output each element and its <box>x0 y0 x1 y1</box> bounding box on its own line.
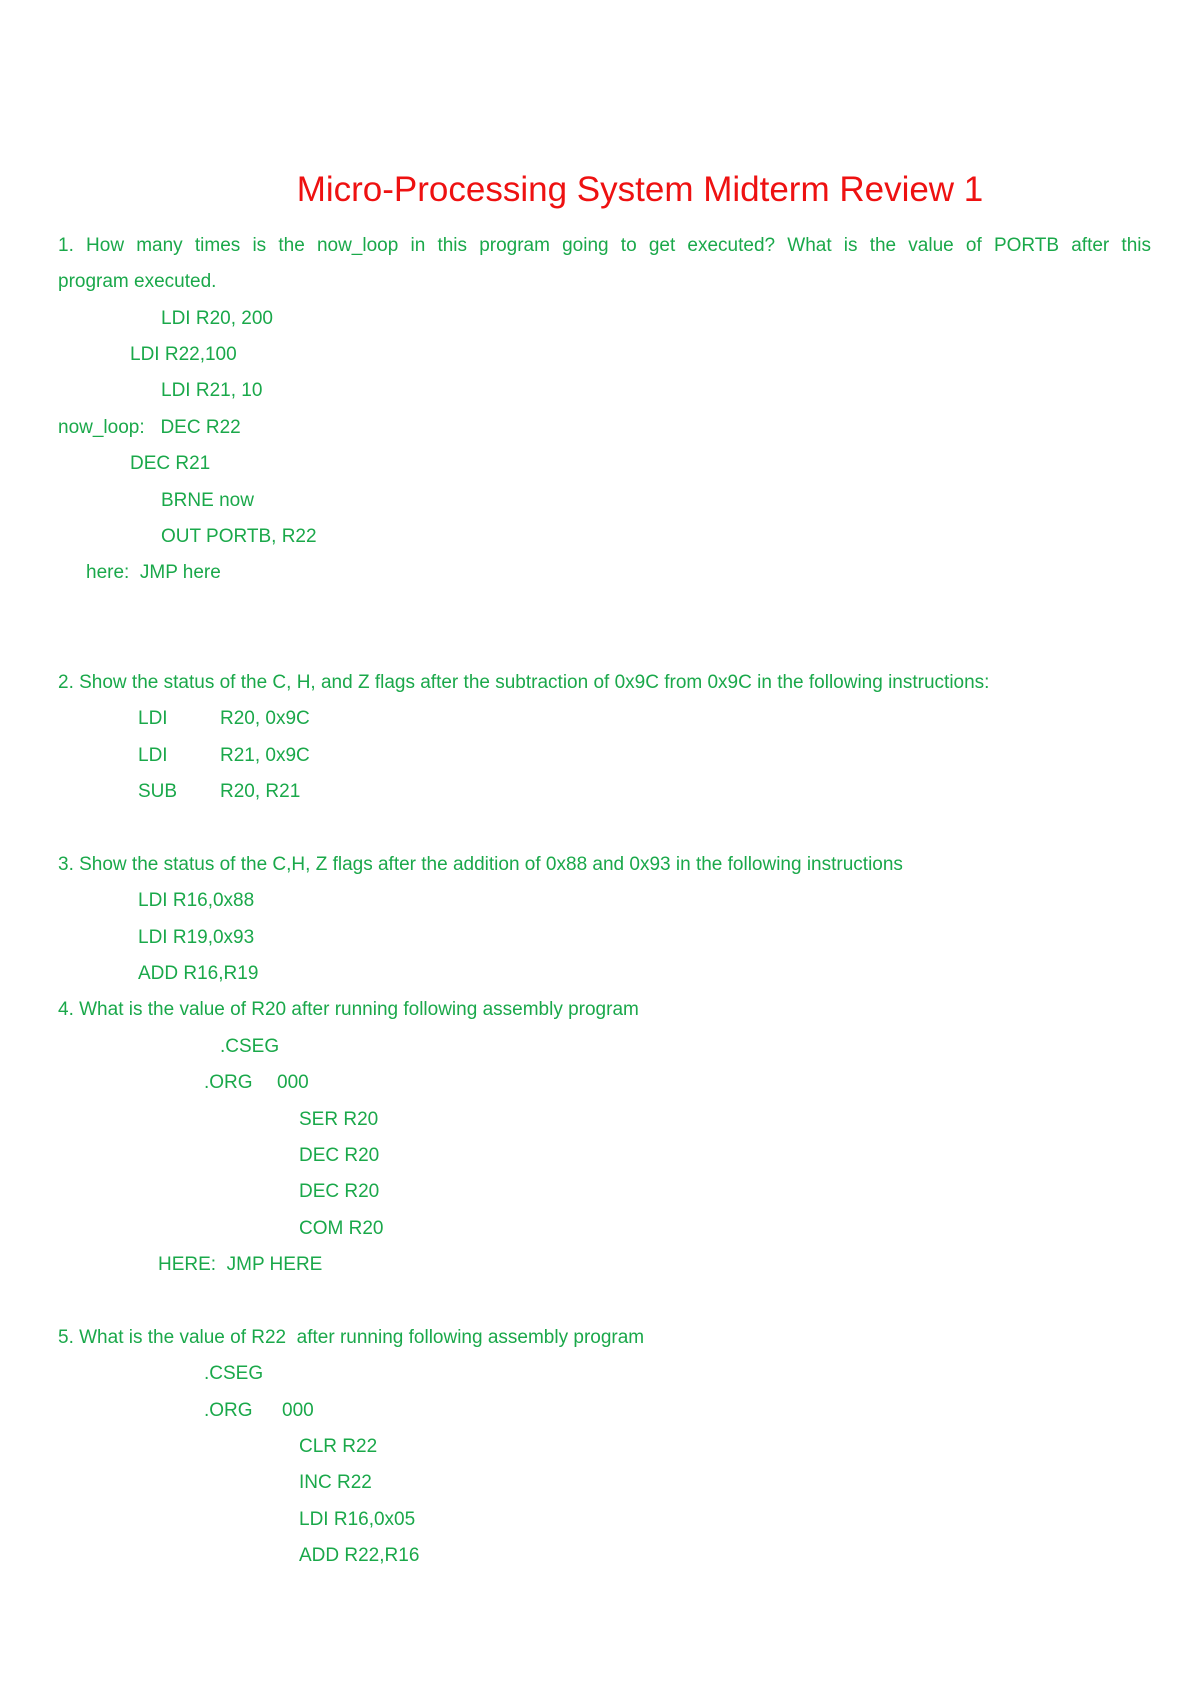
page-title: Micro-Processing System Midterm Review 1 <box>296 170 984 209</box>
code-line: LDI R20, 200 <box>161 308 273 329</box>
code-line: LDI R16,0x88 <box>138 890 255 911</box>
code-line: BRNE now <box>161 490 254 511</box>
code-line: SER R20 <box>299 1109 379 1130</box>
directive-cseg: .CSEG <box>220 1036 280 1057</box>
question-1-text: 1. How many times is the now_loop in this program going to get executed? What is the value of PORTB after this <box>58 235 1151 256</box>
directive-org-value: 000 <box>277 1072 309 1093</box>
directive-org-value: 000 <box>282 1400 314 1421</box>
code-line: DEC R20 <box>299 1145 380 1166</box>
code-args: R20, R21 <box>220 781 301 802</box>
question-5-text: 5. What is the value of R22 after running following assembly program <box>58 1327 645 1348</box>
directive-org: .ORG <box>204 1072 253 1093</box>
question-3-text: 3. Show the status of the C,H, Z flags after the addition of 0x88 and 0x93 in the following instructions <box>58 854 903 875</box>
code-line: now_loop: DEC R22 <box>58 417 241 438</box>
code-line: HERE: JMP HERE <box>158 1254 323 1275</box>
question-1-text-cont: program executed. <box>58 271 217 292</box>
code-line: ADD R22,R16 <box>299 1545 420 1566</box>
code-op: LDI <box>138 745 168 766</box>
code-args: R20, 0x9C <box>220 708 310 729</box>
code-line: DEC R21 <box>130 453 211 474</box>
code-line: COM R20 <box>299 1218 384 1239</box>
code-line: CLR R22 <box>299 1436 378 1457</box>
code-op: SUB <box>138 781 178 802</box>
directive-cseg: .CSEG <box>204 1363 264 1384</box>
code-op: LDI <box>138 708 168 729</box>
code-line: LDI R16,0x05 <box>299 1509 416 1530</box>
directive-org: .ORG <box>204 1400 253 1421</box>
question-4-text: 4. What is the value of R20 after running following assembly program <box>58 999 639 1020</box>
code-line: LDI R19,0x93 <box>138 927 255 948</box>
code-line: DEC R20 <box>299 1181 380 1202</box>
code-line: LDI R22,100 <box>130 344 237 365</box>
code-line: ADD R16,R19 <box>138 963 259 984</box>
code-line: OUT PORTB, R22 <box>161 526 317 547</box>
code-args: R21, 0x9C <box>220 745 310 766</box>
code-line: INC R22 <box>299 1472 372 1493</box>
code-line: here: JMP here <box>86 562 221 583</box>
question-2-text: 2. Show the status of the C, H, and Z flags after the subtraction of 0x9C from 0x9C in the following instructions: <box>58 672 990 693</box>
code-line: LDI R21, 10 <box>161 380 263 401</box>
